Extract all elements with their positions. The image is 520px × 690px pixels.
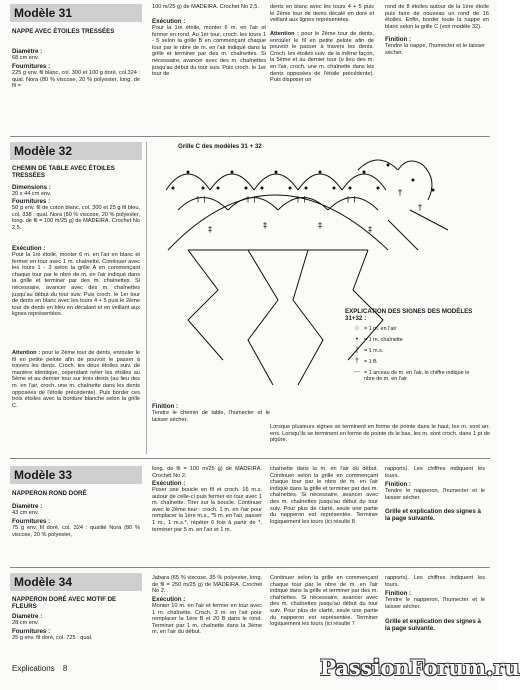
- model-34-supplies-label: Fournitures :: [12, 628, 51, 635]
- model-34-col3-text: Continuer selon la grille en commençant chaque tour par le nbre de m. en l'air indiqué dans la grille et terminer par des m. chaînettes. Si nécessaire, avancer avec des m. chaînettes jusqu'au début du tour suiv. Pour plus de clarté, seule une partie du napperon est représentée. Terminer logiquement les tours (ici résulte 7: [270, 575, 378, 628]
- model-33-supplies: 75 g env. fil doré, col. 324 : qualité Nora (80 % viscose, 20 % polyester,: [12, 525, 140, 538]
- model-34-subtitle: NAPPERON DORÉ AVEC MOTIF DE FLEURS: [12, 596, 117, 611]
- model-32-subtitle: CHEMIN DE TABLE AVEC ÉTOILES TRESSÉES: [12, 165, 115, 180]
- svg-text:‡: ‡: [208, 225, 212, 234]
- model-31-dim-value: 68 cm env.: [12, 55, 39, 61]
- model-34-supplies: 25 g env. fil doré, col. 725 : qual.: [12, 635, 93, 641]
- model-33-col2-head: long. de fil = 100 m/25 g) de MADEIRA. Crochet No 2.: [152, 466, 262, 479]
- model-31-col2-text: 100 m/25 g) de MADEIRA. Crochet No 2,5.: [152, 4, 259, 10]
- divider: [10, 458, 490, 459]
- svg-text:†: †: [398, 188, 402, 197]
- model-34-dim-label: Diamètre :: [12, 613, 43, 620]
- svg-text:†: †: [418, 203, 422, 212]
- model-34-col2-head: Jabara (65 % viscose, 35 % polyester, long. de fil = 250 m/25 g) de MADEIRA. Crochet No 2.: [152, 575, 262, 595]
- model-34-dim-value: 28 cm env.: [12, 620, 39, 626]
- column-rule: [146, 142, 147, 454]
- model-33-exec: Poser une boucle en fil et croch. 16 m.s. autour de celle-ci puis fermer en tour avec 1 m. chaînette. Tirer sur la boucle. Continuer avec le 2ème tour : croch. 1 m. en l'air pour remplacer la 1ère m.s., *5 m. en l'air, passer 1 m., 1 m.s.*, répéter 6 fois à partir de *, terminer par 5 m. en l'air et 1 m.: [152, 487, 262, 533]
- model-33-fin-text: Tendre le napperon, l'humecter et le laisser sécher.: [385, 488, 485, 501]
- model-31-dim-label: Diamètre :: [12, 48, 43, 55]
- chart-note: Lorsque plusieurs signes se terminent en forme de pointe dans le haut, les m. sont arr. ens. Lorsqu'ils se terminent en forme de pointe ds le bas, les m. sont croch. dans 1 pt de piqûre.: [270, 424, 490, 444]
- model-32-attention: [12, 350, 140, 409]
- model-31-col3-attention: [270, 31, 374, 84]
- model-31-fin-text: Tendre la nappe, l'humecter et le laisser sécher.: [385, 43, 485, 56]
- legend-item: ⌒ = 1 arceau de m. en l'air, le chiffre indique le nbre de m. en l'air: [350, 368, 480, 384]
- double-crochet-icon: †: [355, 358, 359, 366]
- divider: [10, 567, 490, 568]
- legend-list: [350, 324, 480, 384]
- model-34-exec: Monter 10 m. en l'air et fermer en tour avec 1 m. chaînette. Croch. 3 m. en l'air pour remplacer la 1ère B et 20 B dans le rond. Terminer par 1 m. chaînette dans la 3ème m. en l'air du début.: [152, 603, 262, 636]
- svg-text:† †: † †: [296, 195, 307, 204]
- model-32-attention-label: Attention :: [12, 350, 41, 356]
- model-33-title: Modèle 33: [10, 466, 142, 484]
- svg-text:‡: ‡: [368, 225, 372, 234]
- model-32-fin-text: Tendre le chemin de table, l'humecter et le laisser sécher.: [152, 410, 270, 423]
- model-33-col3-text: chaînette dans la m. en l'air du début. Continuer selon la grille en commençant chaque tour par le nbre de m. en l'air indiqué dans la grille et terminer par des m. chaînettes. Si nécessaire, avancer avec des m. chaînettes jusqu'au début du tour suiv. Pour plus de clarté, seule une partie du napperon est représentée. Terminer logiquement les tours (ici résulte 8: [270, 466, 378, 525]
- model-33-col4-text: rapports). Les chiffres indiquent les tours.: [385, 466, 485, 479]
- chain-stitch-icon: ○: [354, 325, 360, 333]
- model-32-supplies-label: Fournitures :: [12, 198, 51, 205]
- svg-text:‡: ‡: [263, 221, 267, 230]
- model-32-dim-label: Dimensions :: [12, 184, 51, 191]
- model-32-title: Modèle 32: [10, 142, 142, 160]
- single-crochet-icon: |: [356, 347, 358, 355]
- model-31-title: Modèle 31: [10, 4, 142, 22]
- model-31-exec-label: Exécution :: [152, 18, 186, 25]
- legend-item: • = 1 m. chaînette: [350, 335, 480, 346]
- model-34-fin-text: Tendre le napperon, l'humecter et le laisser sécher.: [385, 597, 485, 610]
- model-33-subtitle: NAPPERON ROND DORÉ: [12, 490, 87, 497]
- svg-text:† †: † †: [196, 195, 207, 204]
- page-footer: [12, 664, 67, 673]
- model-33-dim-label: Diamètre :: [12, 503, 43, 510]
- slip-stitch-icon: •: [355, 336, 359, 344]
- watermark-logo: PassionForum.ru: [320, 655, 520, 680]
- divider: [10, 136, 490, 137]
- model-32-attention-text: pour le 2ème tour de dents, enrouler le fil en petite pelote afin de pouvoir le passer à travers les dents. Croch. les deux étoiles suiv. de manière identique, cependant relier les étoiles au 5ème et au dernier tour sur trois dents (au lieu des m. en l'air, croch. une m. chaînette dans les dents opposées de l'étoile précédente). Puis border ces trois étoiles avec la bordure blanche selon la grille C.: [12, 350, 141, 409]
- legend-title: EXPLICATION DES SIGNES DES MODÈLES 31+32 :: [345, 308, 473, 323]
- model-33-exec-label: Exécution :: [152, 480, 186, 487]
- legend-item: † = 1 B: [350, 357, 480, 368]
- legend-item: | = 1 m.s.: [350, 346, 480, 357]
- model-31-subtitle: NAPPE AVEC ÉTOILES TRESSÉES: [12, 28, 115, 35]
- model-32-fin-label: Finition :: [152, 403, 179, 410]
- model-31-attention-text: pour le 2ème tour de dents, enrouler le fil en petite pelote afin de pouvoir le passer à travers les dents. Croch. les étoiles suiv. de la même façon, la 5ème et au dernier tour (u lieu des m. en l'air, croch. une m. chaînette dans les dents opposées de l'étoile précédente). Puis disposer un: [270, 31, 374, 84]
- model-34-grid-ref: Grille et explication des signes à la page suivante.: [385, 618, 481, 633]
- model-31-fin-label: Finition :: [385, 36, 412, 43]
- model-31-exec: Pour la 1re étoile, monter 6 m. en l'air et fermer en rond. Au 1er tour, croch. les tours 1 - 5 selon la grille B en commençant chaque tour par le nbre de m. en l'air indiqué dans la grille et terminer par des m. chaînettes. Si nécessaire, avancer avec des m. chaînettes jusqu'au début du tour suiv. Puis croch. le 1er tour de: [152, 25, 266, 78]
- model-33-supplies-label: Fournitures :: [12, 518, 51, 525]
- model-34-fin-label: Finition :: [385, 590, 412, 597]
- model-31-supplies: 225 g env. fil blanc, col. 300 et 100 g doré, col.324 : qual. Nora (80 % viscose, 20 % polyester, long. de fil =: [12, 70, 140, 90]
- chain-arch-icon: ⌒: [353, 371, 361, 379]
- model-33-fin-label: Finition :: [385, 481, 412, 488]
- model-34-col4-text: rapports). Les chiffres indiquent les tours.: [385, 575, 485, 588]
- model-31-attention-label: Attention :: [270, 31, 299, 37]
- model-34-exec-label: Exécution :: [152, 596, 186, 603]
- model-31-col4-text: rond de 8 étoiles autour de la 1ère étoile puis faire de nouveau un rond de 16 étoiles. Enfin, border toute la nappe en blanc selon la grille C (voir modèle 32).: [385, 4, 489, 30]
- model-34-title: Modèle 34: [10, 573, 142, 591]
- model-32-exec-label: Exécution :: [12, 245, 46, 252]
- model-33-dim-value: 43 cm env.: [12, 510, 39, 516]
- model-33-grid-ref: Grille et explication des signes à la page suivante.: [385, 508, 481, 523]
- model-31-supplies-label: Fournitures :: [12, 63, 51, 70]
- model-32-supplies: 50 g env. fil de coton blanc, col. 300 et 25 g fil bleu, col. 338 : qual. Nora (80 % viscose, 20 % polyester, long. de fil = 100 m/25 g) de MADEIRA. Crochet No 2,5.: [12, 205, 140, 231]
- svg-text:‡: ‡: [318, 221, 322, 230]
- legend-item: ○ = 1 m. en l'air: [350, 324, 480, 335]
- model-31-col3-text: dents en blanc avec les tours 4 + 5 puis le 2ème tour de dents décalé en doré et veillant aux lignes représentées.: [270, 4, 374, 24]
- grid-c-title: Grille C des modèles 31 + 32: [178, 143, 262, 150]
- model-32-dim-value: 20 x 44 cm env.: [12, 191, 52, 197]
- model-32-exec: Pour la 1re étoile, monter 6 m. en l'air en blanc et fermer en tour avec 1 m. chaînette. Continuer avec les tours 1 - 3 selon la grille A en commençant chaque tour par le nbre de m. en l'air indiqué dans la grille et terminer par des m. chaînettes. Si nécessaire, avancer avec des m. chaînettes jusqu'au début du tour suiv. Puis croch. le 1er tour de dents en blanc avec les tours 4 + 5 puis le 2ème tour de dents en bleu en décalant et en veillant aux lignes représentées.: [12, 252, 140, 318]
- page-number: 8: [62, 664, 68, 673]
- footer-section: Explications: [12, 664, 55, 673]
- svg-text:† †: † †: [246, 195, 257, 204]
- svg-text:† †: † †: [346, 195, 357, 204]
